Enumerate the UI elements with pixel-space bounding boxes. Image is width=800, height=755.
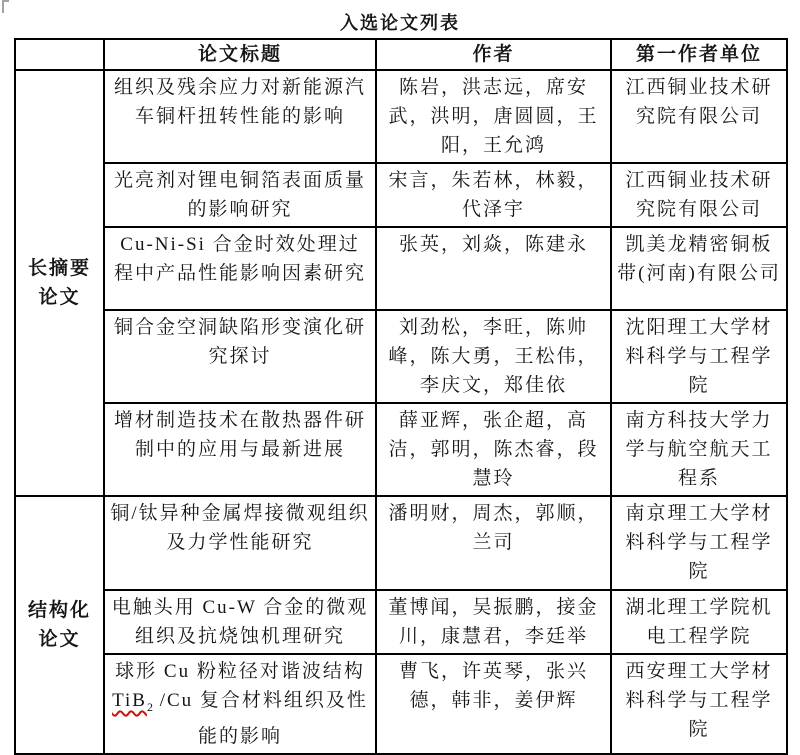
authors-cell: 潘明财，周杰，郭顺，兰司 xyxy=(376,496,611,590)
header-affiliation: 第一作者单位 xyxy=(611,39,787,70)
authors-cell: 张英，刘焱，陈建永 xyxy=(376,227,611,310)
category-label-line1: 结构化 xyxy=(27,599,91,621)
paper-title-cell: 组织及残余应力对新能源汽车铜杆扭转性能的影响 xyxy=(104,70,376,163)
table-row xyxy=(15,163,787,227)
affiliation-cell: 南方科技大学力学与航空航天工程系 xyxy=(611,403,787,496)
paper-title-cell: 铜合金空洞缺陷形变演化研究探讨 xyxy=(104,310,376,403)
table-row xyxy=(15,70,787,163)
table-row xyxy=(15,654,787,754)
title-text-pre: 球形 Cu 粉粒径对谐波结构 xyxy=(115,661,365,682)
table-row xyxy=(15,496,787,590)
category-label-line1: 长摘要 xyxy=(27,258,91,279)
header-category xyxy=(15,39,104,70)
affiliation-cell: 沈阳理工大学材料科学与工程学院 xyxy=(611,310,787,403)
table-row xyxy=(15,310,787,403)
authors-cell: 曹飞，许英琴，张兴德，韩非，姜伊辉 xyxy=(376,654,611,754)
table-row xyxy=(15,227,787,310)
category-cell-long-abstract xyxy=(15,70,104,496)
affiliation-cell: 南京理工大学材料科学与工程学院 xyxy=(611,496,787,590)
authors-cell: 陈岩，洪志远，席安武，洪明，唐圆圆，王阳，王允鸿 xyxy=(376,70,611,163)
title-text-post: /Cu 复合材料组织及性能的影响 xyxy=(152,690,368,747)
paper-title-cell: 电触头用 Cu-W 合金的微观组织及抗烧蚀机理研究 xyxy=(104,590,376,654)
category-label-line2: 论文 xyxy=(38,287,81,308)
paper-title-cell: 光亮剂对锂电铜箔表面质量的影响研究 xyxy=(104,163,376,227)
paper-title-cell: 增材制造技术在散热器件研制中的应用与最新进展 xyxy=(104,403,376,496)
formula-subscript: 2 xyxy=(146,699,153,714)
selected-papers-table xyxy=(14,38,788,755)
category-label-line2: 论文 xyxy=(38,628,81,650)
table-row xyxy=(15,590,787,654)
paper-title-cell xyxy=(104,654,376,754)
authors-cell: 宋言，朱若林，林毅，代泽宇 xyxy=(376,163,611,227)
authors-cell: 薛亚辉，张企超，高洁，郭明，陈杰睿，段慧玲 xyxy=(376,403,611,496)
affiliation-cell: 江西铜业技术研究院有限公司 xyxy=(611,163,787,227)
authors-cell: 刘劲松，李旺，陈帅峰，陈大勇，王松伟，李庆文，郑佳依 xyxy=(376,310,611,403)
table-row xyxy=(15,403,787,496)
formula-tib2-misspelled xyxy=(112,690,153,714)
header-authors: 作者 xyxy=(376,39,611,70)
authors-cell: 董博闻，吴振鹏，接金川，康慧君，李廷举 xyxy=(376,590,611,654)
paper-title-cell: Cu-Ni-Si 合金时效处理过程中产品性能影响因素研究 xyxy=(104,227,376,310)
header-paper-title: 论文标题 xyxy=(104,39,376,70)
header-row xyxy=(15,39,787,70)
affiliation-cell: 江西铜业技术研究院有限公司 xyxy=(611,70,787,163)
paper-title-cell: 铜/钛异种金属焊接微观组织及力学性能研究 xyxy=(104,496,376,590)
affiliation-cell: 凯美龙精密铜板带(河南)有限公司 xyxy=(611,227,787,310)
page-title: 入选论文列表 xyxy=(340,13,460,33)
screen-edge-artifact-horizontal xyxy=(2,0,9,2)
category-cell-structured xyxy=(15,496,104,754)
formula-base: TiB xyxy=(112,690,147,711)
affiliation-cell: 西安理工大学材料科学与工程学院 xyxy=(611,654,787,754)
affiliation-cell: 湖北理工学院机电工程学院 xyxy=(611,590,787,654)
